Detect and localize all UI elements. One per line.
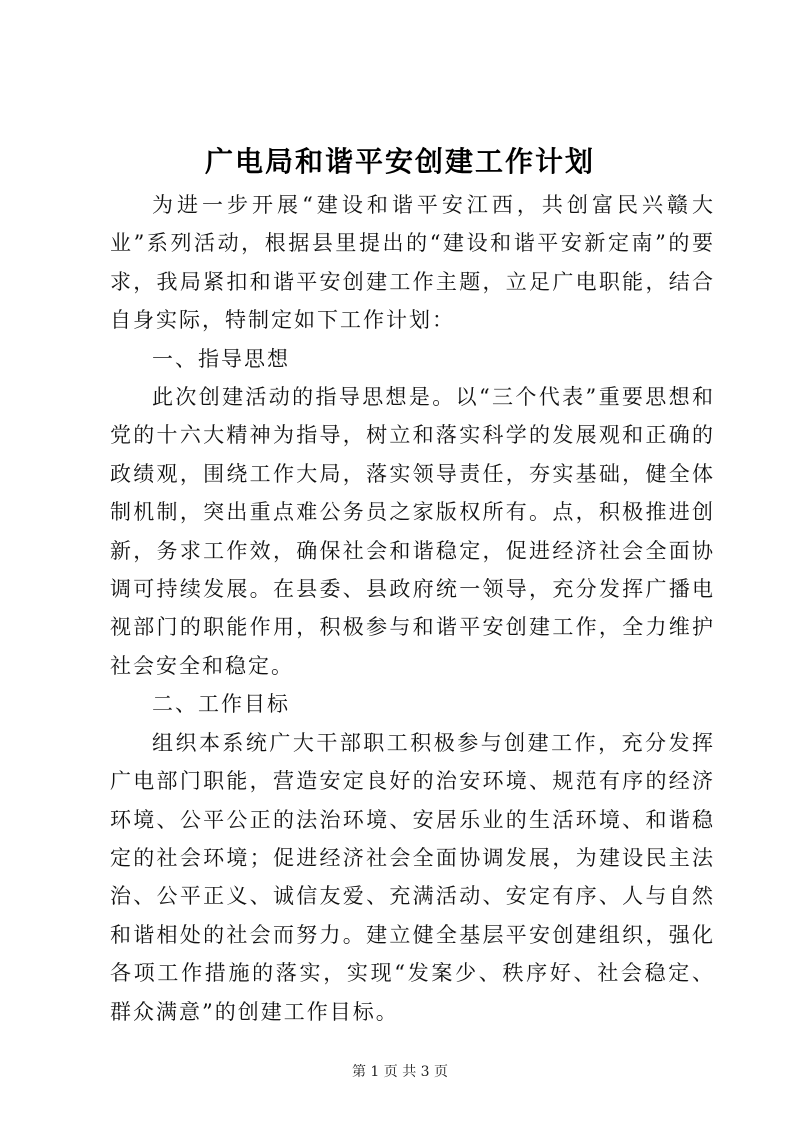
page-number-footer: 第 1 页 共 3 页	[351, 1064, 449, 1080]
section-heading-work-goals: 二、工作目标	[152, 692, 290, 717]
intro-paragraph: 为进一步开展“建设和谐平安江西，共创富民兴赣大业”系列活动，根据县里提出的“建设和谐平安新定南”的要求，我局紧扣和谐平安创建工作主题，立足广电职能，结合自身实际，特制定如下工作计划：	[110, 193, 715, 333]
section-heading-guiding-ideology: 一、指导思想	[152, 346, 290, 371]
section-body-work-goals: 组织本系统广大干部职工积极参与创建工作，充分发挥广电部门职能，营造安定良好的治安环境、规范有序的经济环境、公平公正的法治环境、安居乐业的生活环境、和谐稳定的社会环境；促进经济社会全面协调发展，为建设民主法治、公平正义、诚信友爱、充满活动、安定有序、人与自然和谐相处的社会而努力。建立健全基层平安创建组织，强化各项工作措施的落实，实现“发案少、秩序好、社会稳定、群众满意”的创建工作目标。	[110, 730, 715, 1024]
document-body	[110, 186, 715, 1031]
page-title: 广电局和谐平安创建工作计划	[204, 145, 595, 178]
section-body-guiding-ideology: 此次创建活动的指导思想是。以“三个代表”重要思想和党的十六大精神为指导，树立和落实科学的发展观和正确的政绩观，围绕工作大局，落实领导责任，夯实基础，健全体制机制，突出重点难公务员之家版权所有。点，积极推进创新，务求工作效，确保社会和谐稳定，促进经济社会全面协调可持续发展。在县委、县政府统一领导，充分发挥广播电视部门的职能作用，积极参与和谐平安创建工作，全力维护社会安全和稳定。	[110, 385, 715, 678]
